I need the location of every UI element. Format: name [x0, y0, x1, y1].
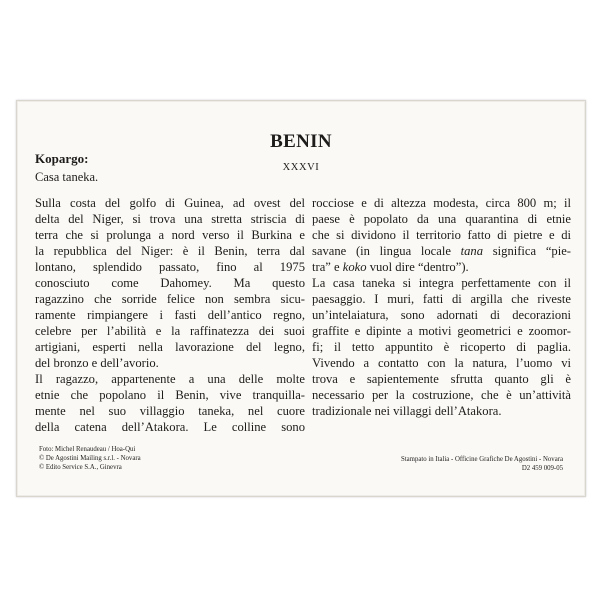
text-line: rocciose e di altezza modesta, circa 800 m; il — [312, 196, 571, 210]
left-column-text — [35, 195, 305, 435]
credit-line: Foto: Michel Renaudeau / Hoa-Qui — [39, 446, 136, 453]
text-line: conosciuto come Dahomey. Ma questo — [35, 276, 305, 290]
italic-term: tana — [460, 244, 484, 258]
text-line: trova e sapientemente sfrutta quanto gli è — [312, 372, 571, 386]
text-fragment: savane (in lingua locale — [312, 244, 461, 258]
text-line: che si dividono il territorio fatto di pietre e di — [312, 228, 571, 242]
text-line: ramente rimpiangere i fasti dell’antico regno, — [35, 308, 305, 322]
text-fragment: tra” e — [312, 260, 343, 274]
text-line: terra che si prolunga a nord verso il Burkina e — [35, 228, 305, 242]
text-line: della catena dell’Atakora. Le colline sono — [35, 420, 305, 434]
subject-caption: Casa taneka. — [35, 170, 99, 184]
credit-line: © De Agostini Mailing s.r.l. - Novara — [39, 455, 141, 462]
printer-info — [401, 455, 563, 473]
text-fragment: vuol dire “dentro”). — [366, 260, 469, 274]
italic-term: koko — [342, 260, 367, 274]
text-line: Il ragazzo, appartenente a una delle molte — [35, 372, 305, 386]
text-line — [312, 243, 571, 259]
right-column-text — [312, 195, 571, 419]
text-line: la repubblica del Niger: è il Benin, terra dal — [35, 244, 305, 258]
text-line: celebre per l’abilità e la raffinatezza dei suoi — [35, 324, 305, 338]
location-label: Kopargo: — [35, 151, 89, 166]
text-line: ragazzino che sorride felice non sembra sicu- — [35, 292, 305, 306]
card-title: BENIN — [270, 131, 332, 152]
text-line: tradizionale nei villaggi dell’Atakora. — [312, 404, 502, 418]
text-line: necessario per la costruzione, che è un’attività — [312, 388, 571, 402]
text-line — [312, 259, 571, 275]
text-line: paesaggio. I muri, fatti di argilla che riveste — [312, 292, 571, 306]
text-line: Sulla costa del golfo di Guinea, ad ovest del — [35, 196, 305, 210]
printer-line: Stampato in Italia - Officine Grafiche De Agostini - Novara — [400, 456, 563, 463]
credit-line: © Edito Service S.A., Ginevra — [39, 464, 122, 471]
text-line: artigiani, esperti nella lavorazione del legno, — [35, 340, 305, 354]
text-line: delta del Niger, si trova una stretta striscia di — [35, 212, 305, 226]
card-number: XXXVI — [282, 162, 320, 173]
text-line: graffite e dipinte a motivi geometrici e zoomor- — [312, 324, 571, 338]
photo-credits — [39, 445, 141, 472]
text-line: Vivendo a contatto con la natura, l’uomo vi — [312, 356, 571, 370]
postcard-back — [16, 100, 586, 497]
text-line: paese è popolato da una quarantina di etnie — [312, 212, 571, 226]
text-fragment: significa “pie- — [483, 244, 571, 258]
text-line: lontano, splendido passato, fino al 1975 — [35, 260, 305, 274]
text-line: del bronzo e dell’avorio. — [35, 356, 159, 370]
text-line: un’intelaiatura, sono adornati di decorazioni — [312, 308, 571, 322]
text-line: etnie che popolano il Benin, vive tranquilla- — [35, 388, 305, 402]
text-line: La casa taneka si integra perfettamente con il — [312, 276, 571, 290]
product-code: D2 459 009-05 — [521, 465, 563, 472]
text-line: mente nel suo villaggio taneka, nel cuore — [35, 404, 305, 418]
text-line: fi; il tetto appuntito è ricoperto di paglia. — [312, 340, 571, 354]
